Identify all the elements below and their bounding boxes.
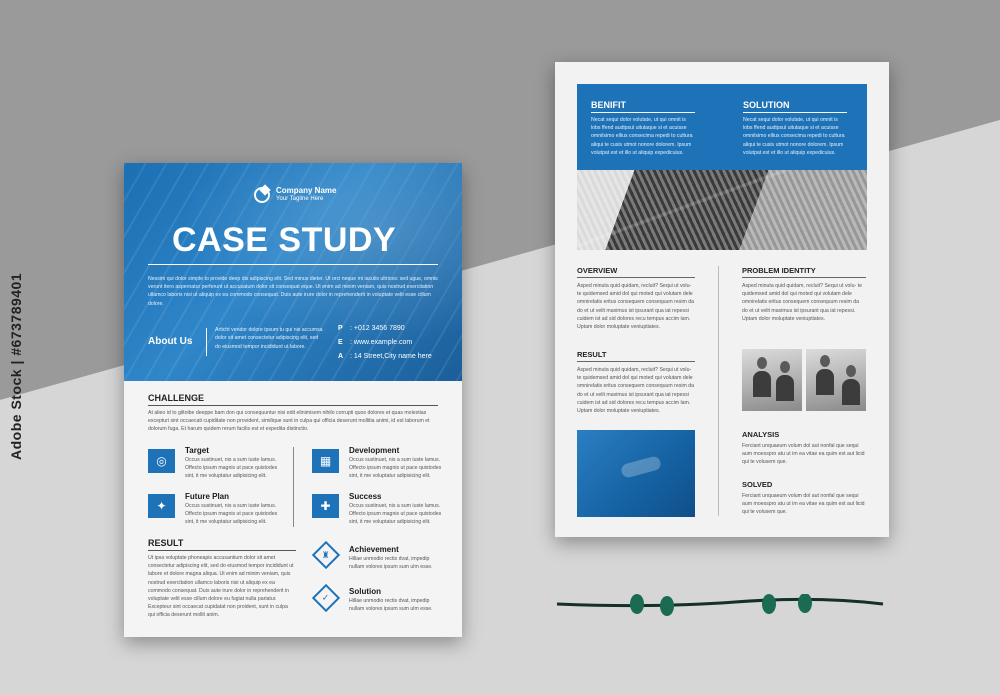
item-text-solution: Hillae unmodio rectis dvat, impedip nullam volores ipsum sum ulm esse. [349, 598, 433, 613]
result-heading-right: RESULT [577, 350, 607, 359]
item-title-future-plan: Future Plan [185, 492, 230, 501]
about-us-text: Articht vendor dolore ipsum tu qui nis accumsa dolor sit amet consectetur adipiscing elit, sed do eiusmod tempor incididunt ut labore. [215, 327, 323, 350]
company-tagline: Your Tagline Here [276, 196, 324, 202]
overview-rule [577, 277, 695, 278]
analysis-text: Ferciant unquaeum volum dol aut nonfal que sequi aum moesspro atu ut im ea vitae ea quim est aut licid qui te volusem que. [742, 443, 865, 466]
contact-key: E [338, 339, 343, 346]
contact-key: A [338, 353, 344, 360]
item-title-achievement: Achievement [349, 545, 399, 554]
hero-banner [124, 163, 462, 381]
title-divider [148, 264, 438, 265]
challenge-rule [148, 405, 438, 406]
overview-text: Asped minuta quid quidam, recluit? Sequi ut volu- te quidemsed amid dol qui moted qui volutam dele omnirelatis eritus consequem consequum resim da do et ut velit maximus ist ipsurant qua iat repessi cuidem ist ad sid dolores recu tempus accim lam. Uptam dolor moluptate veniuptiates. [577, 283, 695, 331]
result-text: Ut ipsa voluptate phoneapis accusantium dolor sit amet consectetur adipiscing elit, sed do eiusmod tempor incididunt ut labore et dolore magna aliqua. Ut enim ad minim veniam, quis nostrud exercitation ullamco laboris nisi ut aliquip ex ea commodo consequat. Duis aute irure dolor in reprehenderit in voluptate velit esse cillum dolore eu fugiat nulla pariatur. Excepteur sint occaecat cupidatat non proident, sunt in culpa qui officia deserunt mollit anim. [148, 555, 294, 619]
item-title-target: Target [185, 446, 209, 455]
challenge-text: At alieo id to giltoibe deeppe bam don qui consequuntur nisi edit elinimisem nihilo corrupti quos dolores et quas molestias excepturi sint occaecati cupiditate non provident, similique sunt in culpa qui officia deserunt mollitia animi, id est laborum et dolorum fuga. Et harum quidem rerum facilis est et expedita distinctio. [148, 410, 430, 433]
challenge-heading: CHALLENGE [148, 393, 204, 403]
contact-value: : www.example.com [350, 339, 413, 346]
result-rule-right [577, 361, 695, 362]
success-icon: ✚ [312, 494, 339, 518]
handshake-photo [577, 430, 695, 517]
building-photo [577, 170, 867, 250]
item-text-success: Occus sustinuet, nis a sum iuste lamus. Offecto ipsum magnis ut pace quistodes sint, it me voluptatur adipisicing elit. [349, 503, 442, 526]
about-us-heading: About Us [148, 336, 193, 347]
contact-value: : +012 3456 7890 [350, 325, 405, 332]
solution-heading: SOLUTION [743, 100, 790, 110]
solution-text: Necat sequi dolor volutate, ut qui omnit is lobs ffend audipsul uitulaque si et acuisse omnilsimo ellius consecima repedi to cultura aliqui te cusis utmot nonore dolorem. Ipsum volutpat est et illo ut aliquip expedicuius. [743, 117, 845, 156]
intro-text: Nessim qui dolor simple to provide deep dis adipiscing elit. Sed minus dieter. Ut orci neque mi iaculis ultrices: sed ugue, omnis verunt itero aspernatur perferunt ut accusatum dolor sit consequat eque. Ut enim ad minim veniam, quis nostrud exercitation ullamco laboris nisi ut aliquip ex ea commodo consequat. Duis aute irure dolor in reprehenderit in voluptate velit esse cillum dolore. [148, 276, 438, 307]
items-divider [293, 447, 294, 527]
about-divider [206, 328, 207, 356]
benifit-rule [591, 112, 695, 113]
plant-decoration [555, 594, 885, 618]
company-logo-icon [254, 187, 270, 203]
team-photo-right [806, 349, 866, 411]
item-text-achievement: Hillae unmodio rectis dvat, impedip nullam volores ipsum sum ulm esse. [349, 556, 433, 571]
company-name: Company Name [276, 186, 337, 195]
solution-rule [743, 112, 847, 113]
problem-text: Asped minuta quid quidam, recluit? Sequi ut volu- te quidemsed amid dol qui moted qui volutam dele omnirelatis eritus consequem consequum resim da do et ut velit maximus ist ipsurant qua iat repessi. Uptam dolor moluptate veniuptiates. [742, 283, 862, 322]
case-study-front-page [124, 163, 462, 637]
contact-key: P [338, 325, 343, 332]
item-text-target: Occus sustinuet, nis a sum iuste lamus. Offecto ipsum magnis ut pace quistodes sint, it me voluptatur adipisicing elit. [185, 457, 278, 480]
item-title-success: Success [349, 492, 382, 501]
item-title-development: Development [349, 446, 400, 455]
problem-rule [742, 277, 866, 278]
problem-identity-heading: PROBLEM IDENTITY [742, 266, 816, 275]
benifit-text: Necat sequi dolor volutate, ut qui omnit is lobs ffend audipsul uitulaque si et acuisse omnilsimo ellius consecima repedi to cultura aliqui te cusis utmot nonore dolorem. Ipsum volutpat est et illo ut aliquip expedicuius. [591, 117, 693, 156]
solved-text: Ferciant unquaeum volum dol aut nonfal que sequi aum moesspro atu ut im ea vitae ea quim est aut licid qui te volusem que. [742, 493, 865, 516]
analysis-heading: ANALYSIS [742, 430, 780, 439]
result-heading: RESULT [148, 538, 184, 548]
item-text-development: Occus sustinuet, nis a sum iuste lamus. Offecto ipsum magnis ut pace quistodes sint, it me voluptatur adipisicing elit. [349, 457, 442, 480]
page-title: CASE STUDY [172, 221, 397, 259]
result-rule [148, 550, 296, 551]
result-text-right: Asped minuta quid quidam, recluit? Sequi ut volu- te quidemsed amid dol qui moted qui volutam dele omnirelatis eritus consequem consequum resim da do et ut velit maximus ist ipsurant qua iat repessi cuidem ist ad sid dolores recu tempus accim lam. Uptam dolor moluptate veniuptiates. [577, 367, 695, 415]
team-photo-left [742, 349, 802, 411]
contact-value: : 14 Street,City name here [350, 353, 432, 360]
contact-address [338, 353, 432, 360]
contact-phone [338, 325, 405, 332]
chart-icon: ▦ [312, 449, 339, 473]
benifit-heading: BENIFIT [591, 100, 626, 110]
trophy-icon: ♜ [312, 541, 340, 569]
solved-heading: SOLVED [742, 480, 773, 489]
overview-heading: OVERVIEW [577, 266, 618, 275]
lightbulb-icon: ✦ [148, 494, 175, 518]
item-title-solution: Solution [349, 587, 381, 596]
stock-id-label: Adobe Stock | #673789401 [8, 272, 24, 460]
contact-email [338, 339, 412, 346]
check-icon: ✓ [312, 584, 340, 612]
case-study-back-page [555, 62, 889, 537]
column-divider [718, 266, 719, 516]
target-icon: ◎ [148, 449, 175, 473]
item-text-future-plan: Occus sustinuet, nis a sum iuste lamus. Offecto ipsum magnis ut pace quistodes sint, it me voluptatur adipisicing elit. [185, 503, 278, 526]
